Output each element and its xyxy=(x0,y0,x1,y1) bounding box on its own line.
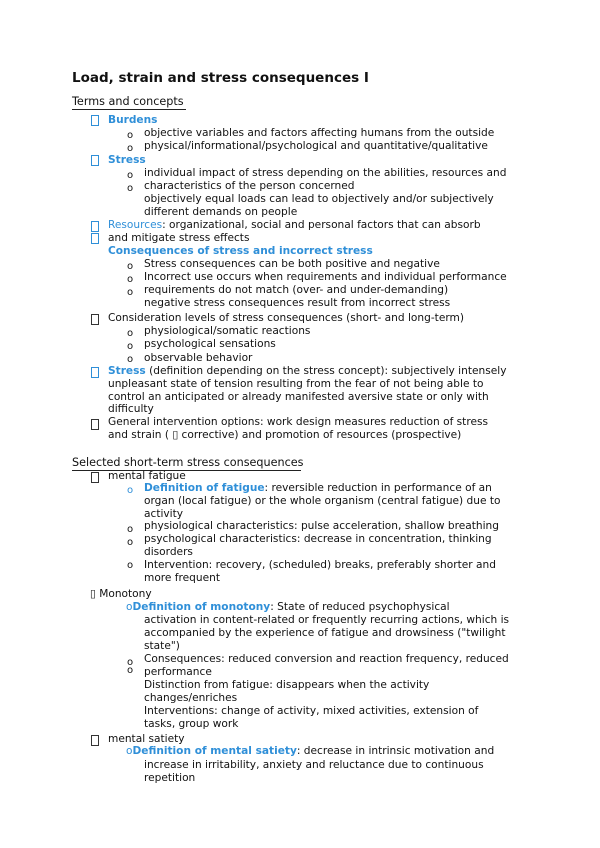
resources-text: : organizational, social and personal factors that can absorb xyxy=(162,219,481,231)
list-item: individual impact of stress depending on the abilities, resources and xyxy=(144,167,507,179)
fatigue-def-text: activity xyxy=(144,508,184,520)
satiety-def-text: : decrease in intrinsic motivation and xyxy=(296,745,495,757)
term-consequences: Consequences of stress and incorrect stress xyxy=(108,245,373,257)
list-item: Distinction from fatigue: disappears when the activity xyxy=(144,679,430,691)
bullet-marker xyxy=(91,419,99,430)
monotony-def-text: : State of reduced psychophysical xyxy=(270,601,450,613)
bullet-marker xyxy=(91,233,99,244)
monotony-def-text: state") xyxy=(144,640,180,652)
monotony-def-text: activation in content-related or frequently recurring actions, which is xyxy=(144,614,510,626)
bullet-marker xyxy=(91,115,99,126)
bullet-icon: o xyxy=(127,341,134,352)
bullet-icon: o xyxy=(127,143,134,154)
bullet-marker xyxy=(91,735,99,746)
resources-line xyxy=(108,219,481,232)
fatigue-def-text: organ (local fatigue) or the whole organism (central fatigue) due to xyxy=(144,495,501,507)
bullet-icon: o xyxy=(127,657,134,668)
satiety-def-text: increase in irritability, anxiety and reluctance due to continuous xyxy=(144,759,484,771)
list-item: requirements do not match (over- and under-demanding) xyxy=(144,284,449,296)
term-resources: Resources xyxy=(108,219,163,231)
bullet-marker xyxy=(91,472,99,483)
heading-underline xyxy=(72,109,186,110)
list-item: tasks, group work xyxy=(144,718,239,730)
term-stress: Stress xyxy=(108,154,146,166)
list-item: observable behavior xyxy=(144,352,253,364)
monotony-def-text: accompanied by the experience of fatigue and drowsiness ("twilight xyxy=(144,627,506,639)
list-item: more frequent xyxy=(144,572,221,584)
resources-text-cont: and mitigate stress effects xyxy=(108,232,250,244)
bullet-icon: o xyxy=(127,287,134,298)
list-item: psychological characteristics: decrease in concentration, thinking xyxy=(144,533,492,545)
list-item: physiological characteristics: pulse acceleration, shallow breathing xyxy=(144,520,499,532)
bullet-icon: o xyxy=(127,261,134,272)
list-item: objective variables and factors affecting humans from the outside xyxy=(144,127,495,139)
fatigue-def-text: : reversible reduction in performance of an xyxy=(264,482,492,494)
satiety-def-line xyxy=(126,745,494,758)
bullet-icon: o xyxy=(127,328,134,339)
bullet-icon: o xyxy=(127,485,134,496)
heading-underline xyxy=(72,470,301,471)
stress-def-text: control an anticipated or already manifested aversive state or only with xyxy=(108,391,489,403)
fatigue-def-line xyxy=(144,482,492,495)
stress-def-text: unpleasant state of tension resulting from the fear of not being able to xyxy=(108,378,484,390)
bullet-icon: o xyxy=(127,524,134,535)
bullet-icon: o xyxy=(127,354,134,365)
list-item: performance xyxy=(144,666,212,678)
term-monotony-def: Definition of monotony xyxy=(132,601,271,613)
stress-def-text: (definition depending on the stress concept): subjectively intensely xyxy=(145,365,507,377)
bullet-icon: o xyxy=(126,745,133,757)
list-item: Interventions: change of activity, mixed activities, extension of xyxy=(144,705,479,717)
bullet-icon: o xyxy=(127,183,134,194)
list-item: Consequences: reduced conversion and reaction frequency, reduced xyxy=(144,653,509,665)
term-stress-def: Stress xyxy=(108,365,146,377)
bullet-marker xyxy=(91,367,99,378)
bullet-marker xyxy=(91,314,99,325)
bullet-icon: o xyxy=(126,601,133,613)
intervention-text: General intervention options: work design measures reduction of stress xyxy=(108,416,489,428)
bullet-icon: o xyxy=(127,130,134,141)
monotony-def-line xyxy=(126,601,450,614)
list-item: objectively equal loads can lead to objectively and/or subjectively xyxy=(144,193,494,205)
term-satiety-def: Definition of mental satiety xyxy=(132,745,297,757)
bullet-icon: o xyxy=(127,170,134,181)
bullet-icon: o xyxy=(127,560,134,571)
satiety-def-text: repetition xyxy=(144,772,196,784)
bullet-icon: o xyxy=(127,665,134,676)
list-item: physical/informational/psychological and quantitative/qualitative xyxy=(144,140,488,152)
mental-satiety-label: mental satiety xyxy=(108,733,185,745)
term-fatigue-def: Definition of fatigue xyxy=(144,482,265,494)
list-item: changes/enriches xyxy=(144,692,238,704)
term-burdens: Burdens xyxy=(108,114,158,126)
mental-fatigue-label: mental fatigue xyxy=(108,470,186,482)
page-title: Load, strain and stress consequences I xyxy=(72,70,369,86)
list-item: different demands on people xyxy=(144,206,298,218)
bullet-marker xyxy=(91,221,99,232)
list-item: characteristics of the person concerned xyxy=(144,180,355,192)
bullet-icon: o xyxy=(127,274,134,285)
bullet-marker xyxy=(91,155,99,166)
list-item: negative stress consequences result from incorrect stress xyxy=(144,297,451,309)
list-item: Stress consequences can be both positive and negative xyxy=(144,258,440,270)
list-item: Incorrect use occurs when requirements and individual performance xyxy=(144,271,507,283)
list-item: disorders xyxy=(144,546,193,558)
list-item: psychological sensations xyxy=(144,338,276,350)
stress-def-text: difficulty xyxy=(108,403,154,415)
section-heading-shortterm: Selected short-term stress consequences xyxy=(72,456,304,469)
bullet-icon: o xyxy=(127,537,134,548)
stress-def-line xyxy=(108,365,506,378)
list-item: physiological/somatic reactions xyxy=(144,325,311,337)
list-item: Intervention: recovery, (scheduled) breaks, preferably shorter and xyxy=(144,559,496,571)
intervention-text: and strain ( ▯ corrective) and promotion of resources (prospective) xyxy=(108,429,462,441)
monotony-label: ▯ Monotony xyxy=(90,588,152,600)
section-heading-terms: Terms and concepts xyxy=(72,95,184,108)
levels-text: Consideration levels of stress consequences (short- and long-term) xyxy=(108,312,464,324)
